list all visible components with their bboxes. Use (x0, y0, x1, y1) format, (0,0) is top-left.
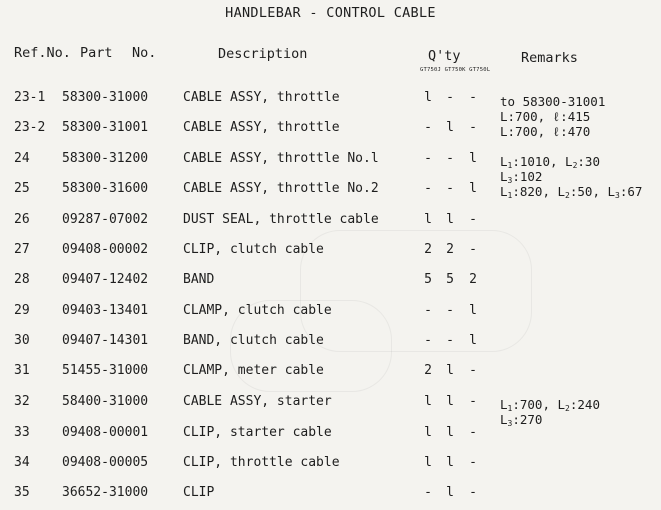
qty-gt750j-cell: 2 (424, 363, 432, 378)
header-part: Part (80, 45, 113, 61)
header-remarks: Remarks (521, 50, 578, 66)
qty-gt750l-cell: - (469, 120, 477, 135)
ref-no-cell: 32 (14, 394, 30, 409)
part-no-cell: 09407-12402 (62, 272, 149, 287)
remark-subscript: 2 (565, 404, 570, 413)
part-no-cell: 58400-31000 (62, 394, 149, 409)
qty-gt750j-cell: - (424, 151, 432, 166)
qty-gt750j-cell: - (424, 333, 432, 348)
part-no-cell: 09287-07002 (62, 212, 149, 227)
qty-gt750j-cell: l (424, 90, 432, 105)
description-cell: CABLE ASSY, throttle No.l (183, 151, 379, 166)
qty-gt750k-cell: l (446, 455, 454, 470)
header-ref-no: Ref.No. (14, 45, 71, 61)
qty-gt750j-cell: 2 (424, 242, 432, 257)
qty-gt750l-cell: - (469, 90, 477, 105)
remark-value: :102 (512, 169, 543, 184)
remark-l-symbol: L (557, 397, 566, 412)
part-no-cell: 09408-00002 (62, 242, 149, 257)
part-no-cell: 58300-31600 (62, 181, 149, 196)
description-cell: CLIP, throttle cable (183, 455, 340, 470)
table-row (0, 212, 661, 234)
remark-subscript: 1 (507, 161, 513, 170)
table-row (0, 333, 661, 355)
qty-gt750j-cell: l (424, 455, 432, 470)
ref-no-cell: 35 (14, 485, 30, 500)
qty-gt750k-cell: 2 (446, 242, 454, 257)
remark-subscript: 3 (507, 176, 513, 185)
ref-no-cell: 28 (14, 272, 30, 287)
description-cell: CLIP, clutch cable (183, 242, 324, 257)
qty-gt750l-cell: - (469, 455, 477, 470)
qty-gt750k-cell: l (446, 425, 454, 440)
remark-row-23-1b (500, 110, 590, 123)
ref-no-cell: 23-2 (14, 120, 46, 135)
header-qty-models: GT750J GT750K GT750L (420, 67, 491, 73)
remark-value: :240 (569, 397, 600, 412)
remark-l-symbol: L (500, 397, 508, 412)
qty-gt750j-cell: l (424, 394, 432, 409)
part-no-cell: 09403-13401 (62, 303, 149, 318)
remark-row-25 (500, 185, 642, 202)
qty-gt750k-cell: 5 (446, 272, 454, 287)
ref-no-cell: 29 (14, 303, 30, 318)
part-no-cell: 09408-00001 (62, 425, 149, 440)
remark-subscript: 1 (507, 191, 513, 200)
remark-subscript: 3 (507, 419, 513, 428)
qty-gt750k-cell: l (446, 485, 454, 500)
ref-no-cell: 27 (14, 242, 30, 257)
table-row (0, 363, 661, 385)
remark-value: :700, (512, 397, 558, 412)
qty-gt750l-cell: - (469, 212, 477, 227)
part-no-cell: 36652-31000 (62, 485, 149, 500)
table-row (0, 272, 661, 294)
qty-gt750j-cell: l (424, 212, 432, 227)
remark-value: :820, (512, 184, 558, 199)
remark-row-32b (500, 413, 542, 430)
ref-no-cell: 24 (14, 151, 30, 166)
qty-gt750k-cell: l (446, 212, 454, 227)
description-cell: CABLE ASSY, throttle (183, 120, 340, 135)
qty-gt750l-cell: - (469, 425, 477, 440)
qty-gt750j-cell: l (424, 425, 432, 440)
remark-l-symbol: L (500, 184, 508, 199)
qty-gt750j-cell: - (424, 303, 432, 318)
qty-gt750k-cell: - (446, 181, 454, 196)
remark-value: :270 (512, 412, 543, 427)
page-title: HANDLEBAR - CONTROL CABLE (225, 5, 436, 21)
header-qty: Q'ty (428, 48, 461, 64)
qty-gt750k-cell: l (446, 363, 454, 378)
remark-subscript: 2 (572, 161, 578, 170)
qty-gt750l-cell: l (469, 303, 477, 318)
remark-value: :67 (619, 184, 643, 199)
description-cell: BAND (183, 272, 215, 287)
header-no: No. (132, 45, 157, 61)
header-description: Description (218, 46, 308, 62)
ref-no-cell: 23-1 (14, 90, 46, 105)
description-cell: BAND, clutch cable (183, 333, 324, 348)
qty-gt750k-cell: l (446, 394, 454, 409)
part-no-cell: 09408-00005 (62, 455, 149, 470)
description-cell: CLAMP, clutch cable (183, 303, 332, 318)
qty-gt750k-cell: - (446, 90, 454, 105)
qty-gt750l-cell: - (469, 363, 477, 378)
remark-l-symbol: L (500, 154, 508, 169)
remark-text: L:700, ℓ:415 (500, 109, 591, 124)
qty-gt750k-cell: - (446, 303, 454, 318)
table-row (0, 485, 661, 507)
remark-row-23-1 (500, 95, 605, 108)
description-cell: CLAMP, meter cable (183, 363, 324, 378)
remark-l-symbol: L (565, 154, 573, 169)
qty-gt750l-cell: - (469, 242, 477, 257)
remark-l-symbol: L (557, 184, 566, 199)
table-row (0, 303, 661, 325)
remark-subscript: 2 (565, 191, 570, 200)
remark-l-symbol: L (500, 169, 508, 184)
part-no-cell: 58300-31000 (62, 90, 149, 105)
remark-value: :30 (577, 154, 600, 169)
remark-text: to 58300-31001 (500, 94, 606, 109)
description-cell: CLIP (183, 485, 215, 500)
remark-row-23-2 (500, 125, 590, 138)
remark-subscript: 3 (615, 191, 620, 200)
qty-gt750j-cell: - (424, 485, 432, 500)
description-cell: CABLE ASSY, throttle No.2 (183, 181, 379, 196)
remark-value: :1010, (512, 154, 566, 169)
qty-gt750l-cell: l (469, 181, 477, 196)
remark-l-symbol: L (607, 184, 616, 199)
table-row (0, 425, 661, 447)
qty-gt750j-cell: - (424, 120, 432, 135)
qty-gt750k-cell: - (446, 151, 454, 166)
qty-gt750j-cell: - (424, 181, 432, 196)
description-cell: CABLE ASSY, starter (183, 394, 332, 409)
description-cell: CLIP, starter cable (183, 425, 332, 440)
remark-subscript: 1 (507, 404, 513, 413)
qty-gt750k-cell: - (446, 333, 454, 348)
description-cell: CABLE ASSY, throttle (183, 90, 340, 105)
qty-gt750l-cell: l (469, 333, 477, 348)
part-no-cell: 58300-31001 (62, 120, 149, 135)
qty-gt750l-cell: - (469, 485, 477, 500)
qty-gt750l-cell: 2 (469, 272, 477, 287)
part-no-cell: 58300-31200 (62, 151, 149, 166)
ref-no-cell: 31 (14, 363, 30, 378)
ref-no-cell: 30 (14, 333, 30, 348)
table-row (0, 455, 661, 477)
qty-gt750k-cell: l (446, 120, 454, 135)
description-cell: DUST SEAL, throttle cable (183, 212, 379, 227)
part-no-cell: 51455-31000 (62, 363, 149, 378)
remark-text: L:700, ℓ:470 (500, 124, 591, 139)
remark-value: :50, (569, 184, 608, 199)
qty-gt750l-cell: - (469, 394, 477, 409)
table-row (0, 242, 661, 264)
ref-no-cell: 33 (14, 425, 30, 440)
ref-no-cell: 26 (14, 212, 30, 227)
qty-gt750l-cell: l (469, 151, 477, 166)
qty-gt750j-cell: 5 (424, 272, 432, 287)
ref-no-cell: 25 (14, 181, 30, 196)
remark-l-symbol: L (500, 412, 508, 427)
part-no-cell: 09407-14301 (62, 333, 149, 348)
ref-no-cell: 34 (14, 455, 30, 470)
